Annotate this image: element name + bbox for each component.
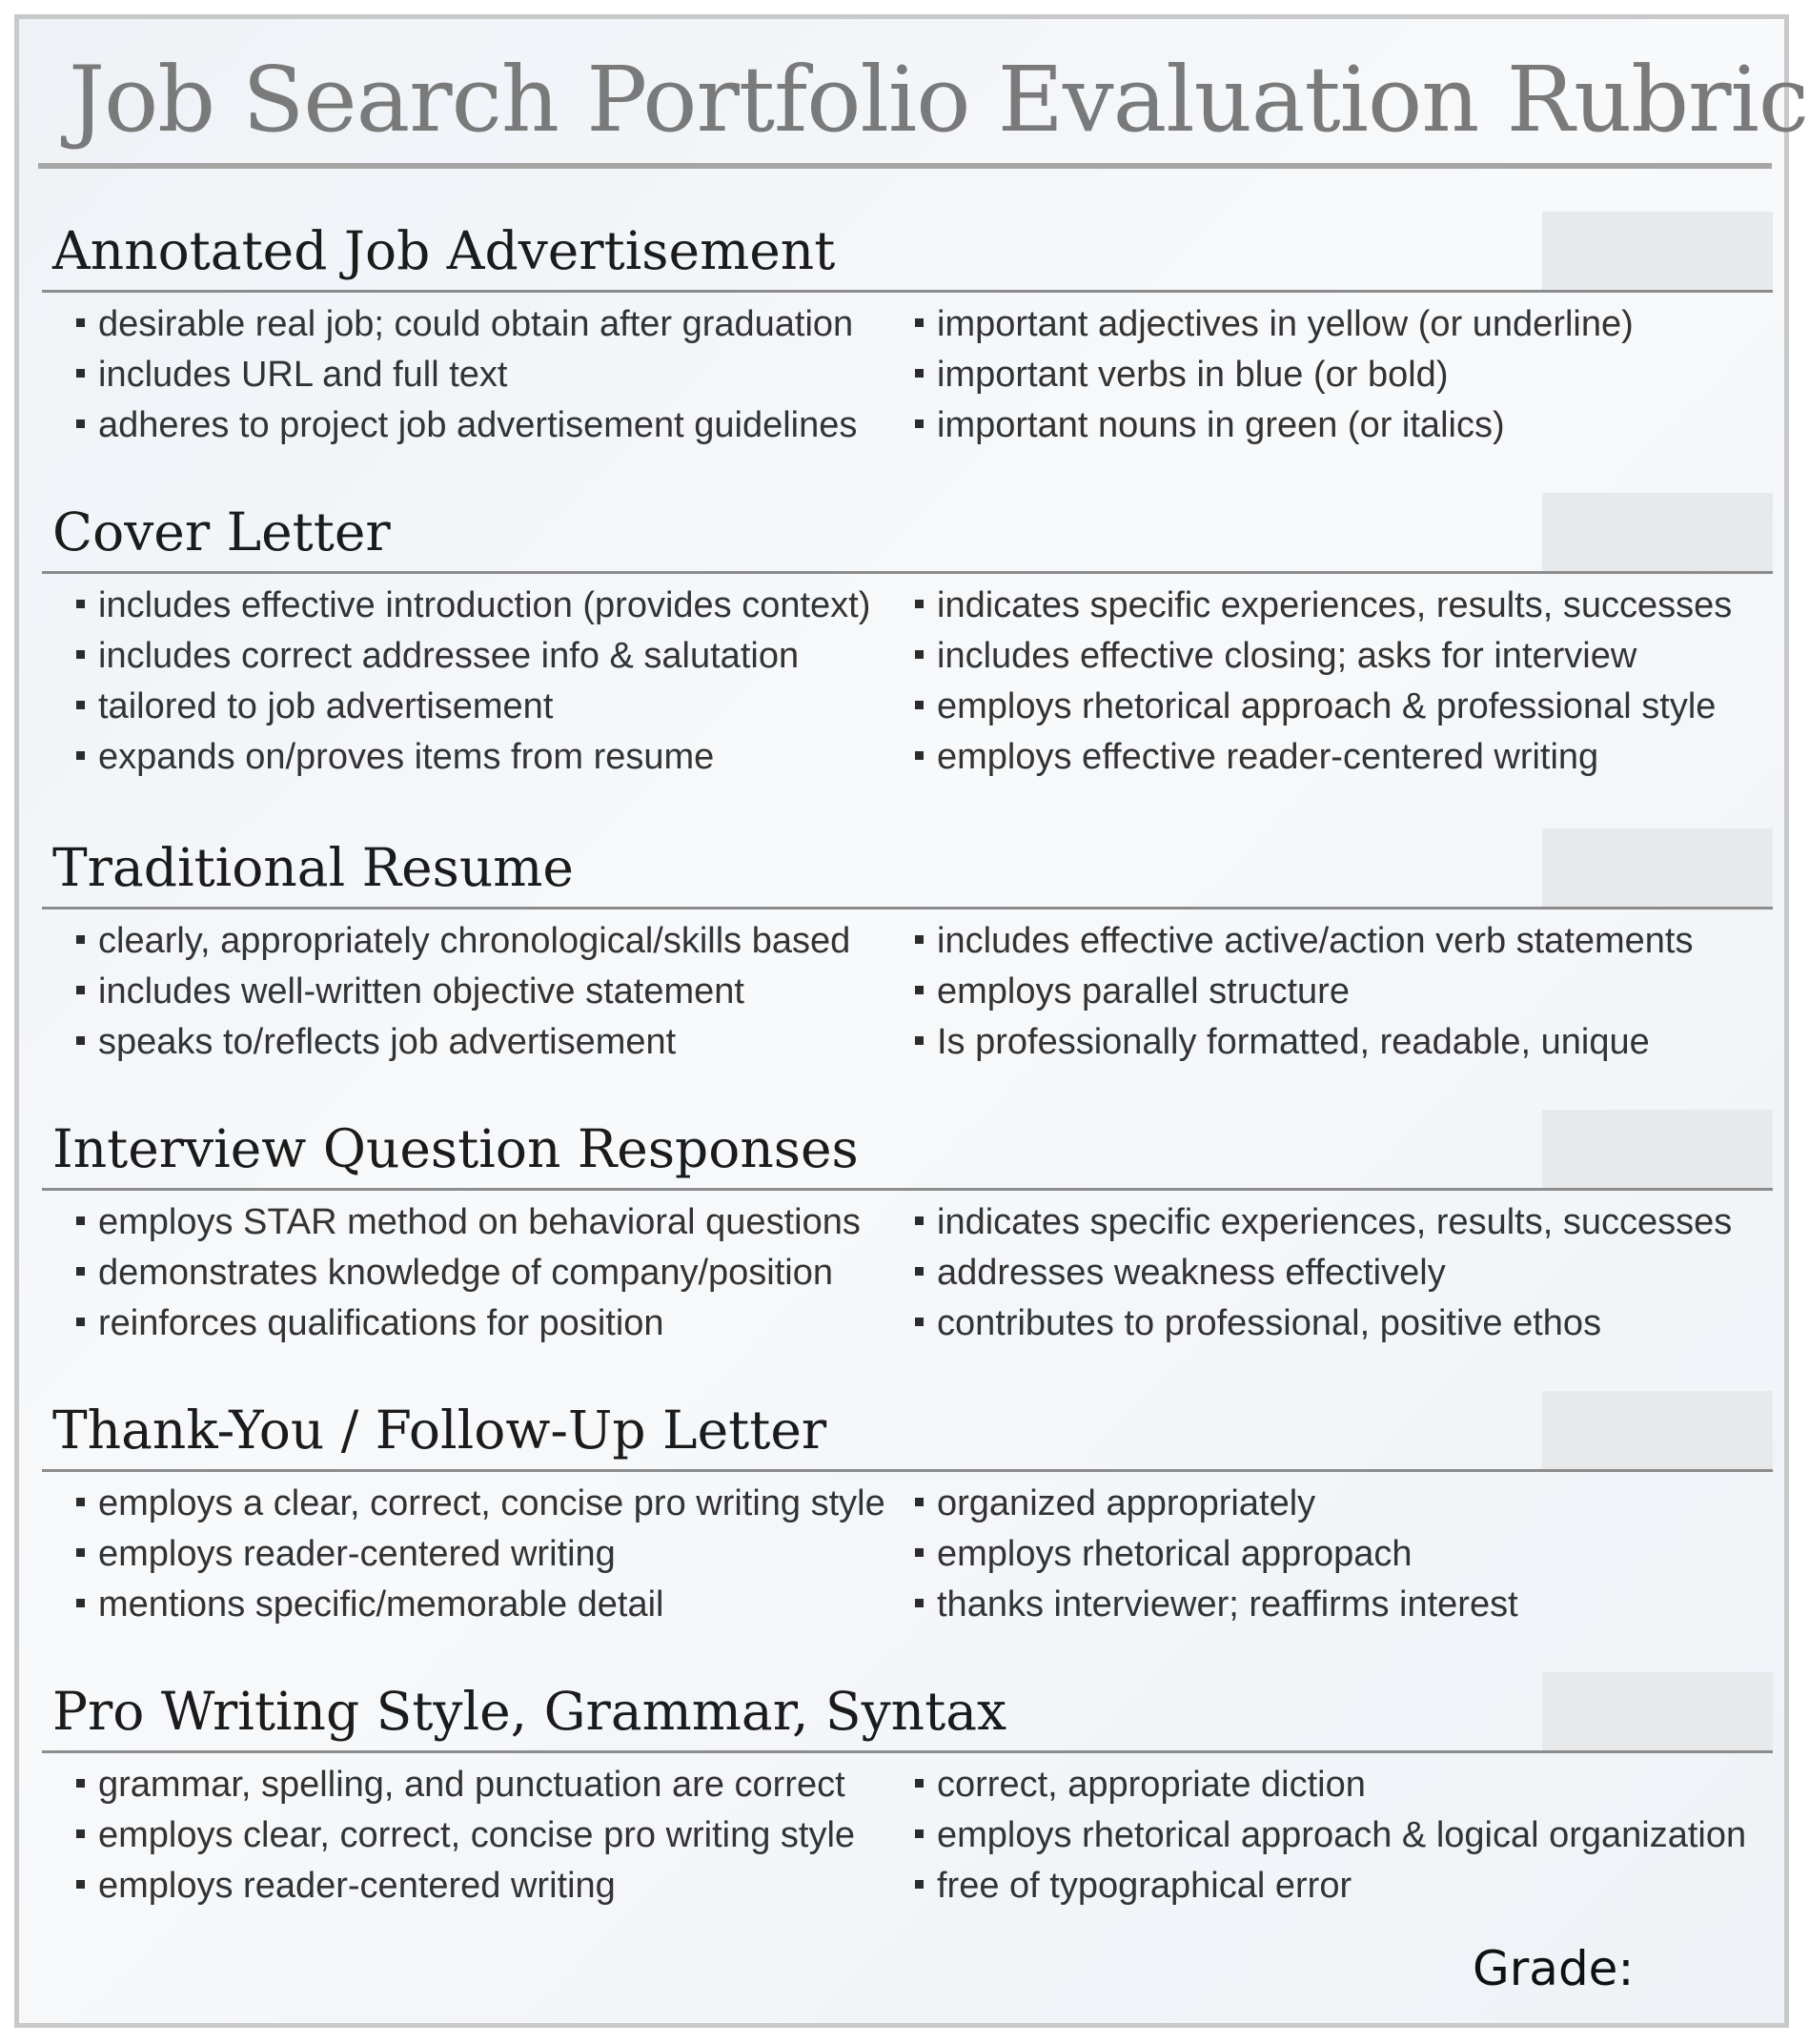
criterion-item: adheres to project job advertisement guidelines [76, 400, 905, 451]
section-grade-box[interactable] [1542, 493, 1773, 571]
criterion-item: includes effective closing; asks for interview [915, 631, 1782, 682]
criterion-item: employs effective reader-centered writing [915, 732, 1782, 783]
criterion-item: includes correct addressee info & salutation [76, 631, 905, 682]
section-grade-box[interactable] [1542, 1110, 1773, 1188]
criterion-item: free of typographical error [915, 1861, 1782, 1911]
section-heading: Annotated Job Advertisement [52, 220, 836, 281]
criterion-item: indicates specific experiences, results, successes [915, 1197, 1782, 1248]
criterion-item: includes effective active/action verb statements [915, 916, 1782, 967]
section-grade-box[interactable] [1542, 1672, 1773, 1750]
criteria-list-right [915, 1479, 1782, 1630]
criterion-item: employs rhetorical approach & professional style [915, 682, 1782, 732]
criterion-item: speaks to/reflects job advertisement [76, 1017, 905, 1068]
criterion-item: includes effective introduction (provides context) [76, 581, 905, 631]
criteria-list-left [76, 1760, 905, 1911]
section-heading: Thank-You / Follow-Up Letter [52, 1400, 827, 1461]
section-divider [42, 907, 1773, 910]
section-grade-box[interactable] [1542, 212, 1773, 290]
criterion-item: addresses weakness effectively [915, 1248, 1782, 1298]
final-grade-label: Grade: [1473, 1941, 1635, 1996]
criterion-item: includes well-written objective statement [76, 967, 905, 1017]
criterion-item: grammar, spelling, and punctuation are correct [76, 1760, 905, 1810]
criterion-item: employs a clear, correct, concise pro writing style [76, 1479, 905, 1529]
criterion-item: demonstrates knowledge of company/position [76, 1248, 905, 1298]
criterion-item: indicates specific experiences, results, successes [915, 581, 1782, 631]
criteria-list-left [76, 299, 905, 451]
section-grade-box[interactable] [1542, 828, 1773, 907]
criterion-item: employs parallel structure [915, 967, 1782, 1017]
section-divider [42, 1188, 1773, 1191]
criterion-item: employs STAR method on behavioral questions [76, 1197, 905, 1248]
criteria-list-left [76, 1479, 905, 1630]
criteria-list-right [915, 916, 1782, 1068]
criterion-item: includes URL and full text [76, 350, 905, 400]
criterion-item: clearly, appropriately chronological/skills based [76, 916, 905, 967]
criterion-item: thanks interviewer; reaffirms interest [915, 1580, 1782, 1630]
criterion-item: employs clear, correct, concise pro writing style [76, 1810, 905, 1861]
criteria-list-left [76, 916, 905, 1068]
criterion-item: tailored to job advertisement [76, 682, 905, 732]
criterion-item: organized appropriately [915, 1479, 1782, 1529]
criterion-item: employs rhetorical appropach [915, 1529, 1782, 1580]
criteria-list-right [915, 299, 1782, 451]
section-heading: Pro Writing Style, Grammar, Syntax [52, 1681, 1007, 1742]
section-divider [42, 1750, 1773, 1753]
criterion-item: correct, appropriate diction [915, 1760, 1782, 1810]
criteria-list-right [915, 1197, 1782, 1349]
criterion-item: employs rhetorical approach & logical organization [915, 1810, 1782, 1861]
criterion-item: desirable real job; could obtain after graduation [76, 299, 905, 350]
criterion-item: reinforces qualifications for position [76, 1298, 905, 1349]
criterion-item: expands on/proves items from resume [76, 732, 905, 783]
criterion-item: important nouns in green (or italics) [915, 400, 1782, 451]
section-divider [42, 571, 1773, 574]
section-divider [42, 290, 1773, 293]
criteria-list-left [76, 1197, 905, 1349]
section-heading: Cover Letter [52, 501, 391, 562]
criterion-item: Is professionally formatted, readable, unique [915, 1017, 1782, 1068]
criteria-list-right [915, 1760, 1782, 1911]
title-divider [38, 163, 1772, 169]
criteria-list-left [76, 581, 905, 783]
section-divider [42, 1469, 1773, 1472]
criterion-item: employs reader-centered writing [76, 1529, 905, 1580]
criterion-item: employs reader-centered writing [76, 1861, 905, 1911]
criterion-item: important adjectives in yellow (or underline) [915, 299, 1782, 350]
criteria-list-right [915, 581, 1782, 783]
criterion-item: contributes to professional, positive ethos [915, 1298, 1782, 1349]
page-title: Job Search Portfolio Evaluation Rubric [69, 48, 1809, 153]
section-heading: Traditional Resume [52, 837, 574, 898]
section-heading: Interview Question Responses [52, 1118, 859, 1179]
criterion-item: mentions specific/memorable detail [76, 1580, 905, 1630]
criterion-item: important verbs in blue (or bold) [915, 350, 1782, 400]
section-grade-box[interactable] [1542, 1391, 1773, 1469]
